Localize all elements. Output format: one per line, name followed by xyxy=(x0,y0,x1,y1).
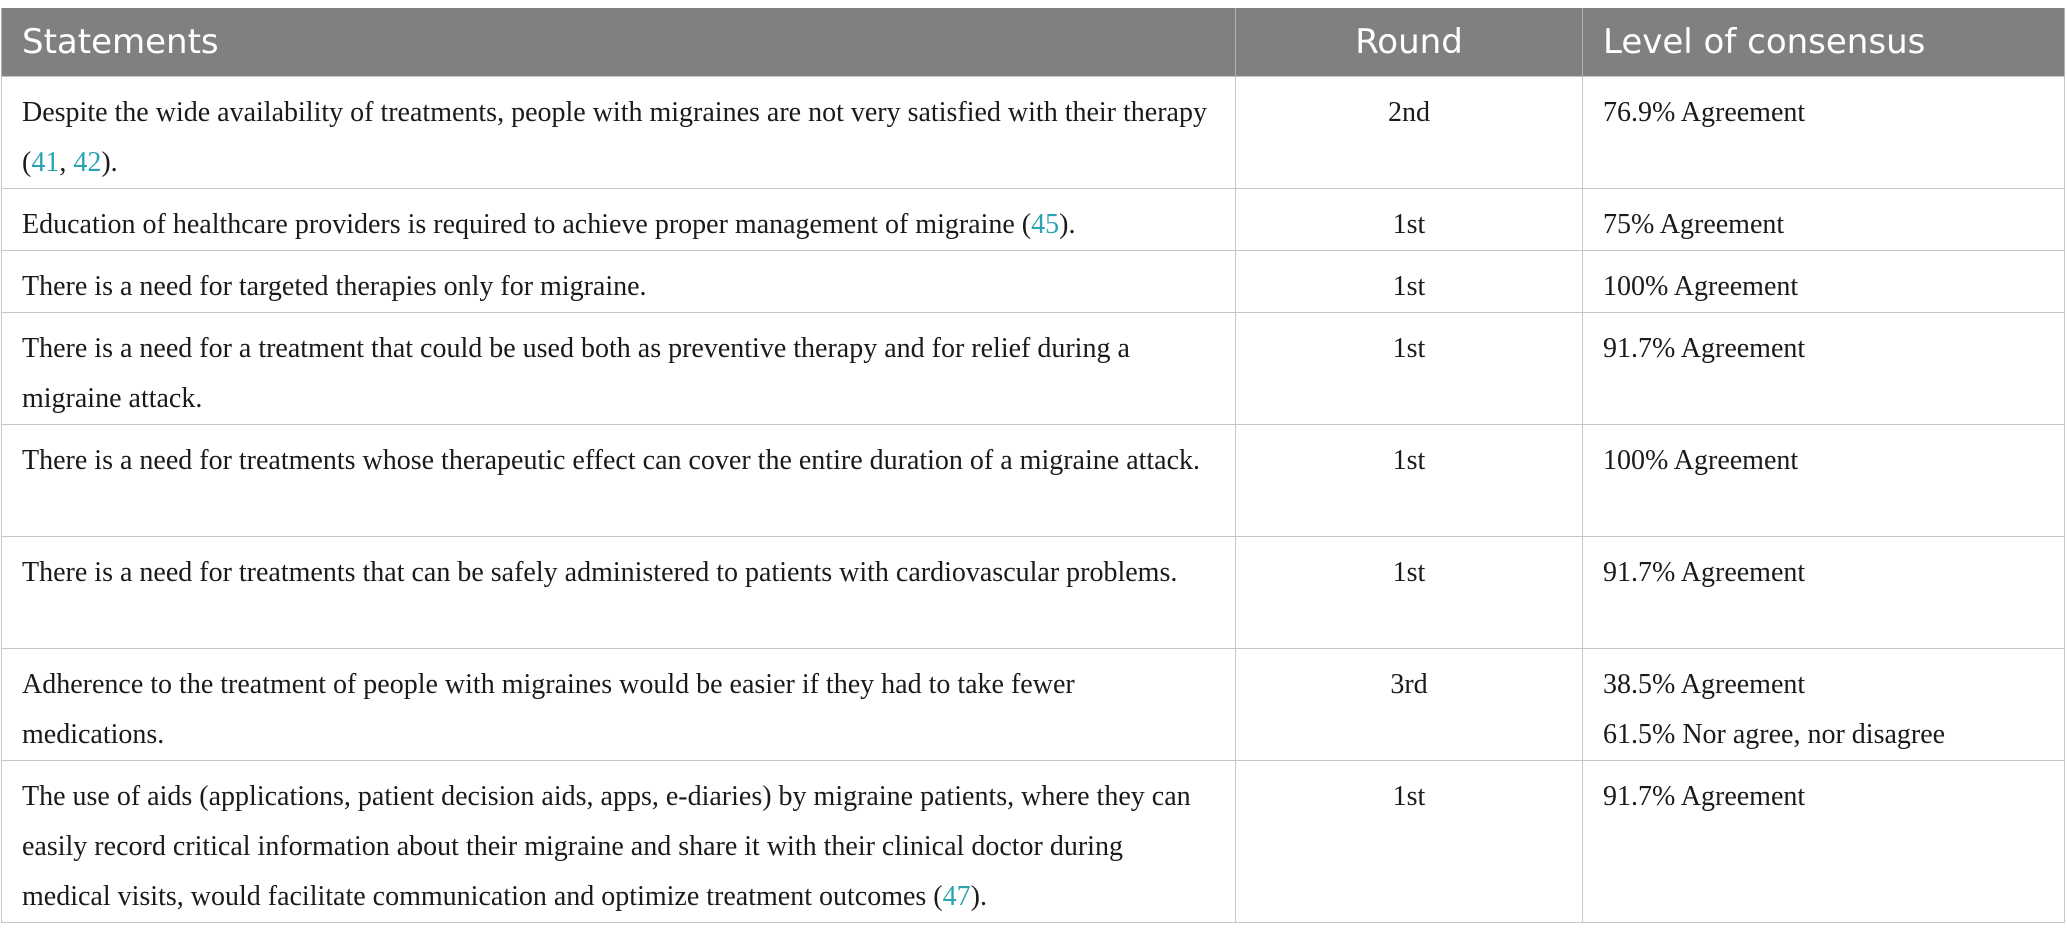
statement-text: The use of aids (applications, patient decision aids, apps, e-diaries) by migraine patients, where they can easily record critical information about their migraine and share it with their clinical doctor during medical visits, would facilitate communication and optimize treatment outcomes ( xyxy=(22,781,1191,912)
consensus-cell xyxy=(1583,189,2065,251)
round-cell: 1st xyxy=(1236,425,1583,537)
consensus-value: 75% Agreement xyxy=(1603,209,1785,240)
reference-link[interactable]: 45 xyxy=(1031,209,1060,240)
statement-text: , xyxy=(59,147,74,178)
statement-text: There is a need for a treatment that could be used both as preventive therapy and for relief during a migraine attack. xyxy=(22,333,1130,414)
statement-text: Adherence to the treatment of people with migraines would be easier if they had to take fewer medications. xyxy=(22,669,1075,750)
statement-text: Despite the wide availability of treatments, people with migraines are not very satisfied with their therapy ( xyxy=(22,97,1207,178)
statement-text: ). xyxy=(970,881,987,912)
table-row xyxy=(2,189,2065,251)
consensus-cell xyxy=(1583,761,2065,923)
round-cell: 1st xyxy=(1236,189,1583,251)
table-row xyxy=(2,313,2065,425)
statement-cell xyxy=(2,313,1236,425)
round-cell: 1st xyxy=(1236,251,1583,313)
reference-link[interactable]: 47 xyxy=(942,881,971,912)
statement-text: There is a need for treatments that can be safely administered to patients with cardiovascular problems. xyxy=(22,557,1178,588)
statement-text: ). xyxy=(1059,209,1076,240)
statement-text: There is a need for treatments whose therapeutic effect can cover the entire duration of a migraine attack. xyxy=(22,445,1201,476)
consensus-value: 100% Agreement xyxy=(1603,445,1799,476)
round-cell: 1st xyxy=(1236,537,1583,649)
round-cell: 3rd xyxy=(1236,649,1583,761)
consensus-value: 91.7% Agreement xyxy=(1603,781,1806,812)
consensus-value: 91.7% Agreement xyxy=(1603,333,1806,364)
table-row xyxy=(2,649,2065,761)
consensus-cell xyxy=(1583,425,2065,537)
table-row xyxy=(2,761,2065,923)
round-cell: 1st xyxy=(1236,761,1583,923)
reference-link[interactable]: 41 xyxy=(31,147,60,178)
table-header-row xyxy=(2,8,2065,77)
statement-text: Education of healthcare providers is required to achieve proper management of migraine ( xyxy=(22,209,1032,240)
table-row xyxy=(2,425,2065,537)
reference-link[interactable]: 42 xyxy=(73,147,102,178)
consensus-value: 91.7% Agreement xyxy=(1603,557,1806,588)
consensus-value: 76.9% Agreement xyxy=(1603,97,1806,128)
consensus-cell xyxy=(1583,77,2065,189)
statement-cell xyxy=(2,649,1236,761)
statement-text: There is a need for targeted therapies only for migraine. xyxy=(22,271,647,302)
statement-cell xyxy=(2,77,1236,189)
statement-cell xyxy=(2,425,1236,537)
consensus-cell xyxy=(1583,251,2065,313)
consensus-cell xyxy=(1583,537,2065,649)
statement-text: ). xyxy=(101,147,118,178)
consensus-value: 38.5% Agreement xyxy=(1603,669,1806,700)
round-cell: 2nd xyxy=(1236,77,1583,189)
consensus-value: 100% Agreement xyxy=(1603,271,1799,302)
statement-cell xyxy=(2,189,1236,251)
table-row xyxy=(2,251,2065,313)
consensus-cell xyxy=(1583,313,2065,425)
table-row xyxy=(2,537,2065,649)
round-cell: 1st xyxy=(1236,313,1583,425)
table-row xyxy=(2,77,2065,189)
statement-cell xyxy=(2,761,1236,923)
consensus-table xyxy=(1,8,2065,923)
header-level-of-consensus: Level of consensus xyxy=(1583,8,2065,77)
header-statements: Statements xyxy=(2,8,1236,77)
statement-cell xyxy=(2,537,1236,649)
header-round: Round xyxy=(1236,8,1583,77)
consensus-cell xyxy=(1583,649,2065,761)
statement-cell xyxy=(2,251,1236,313)
consensus-value: 61.5% Nor agree, nor disagree xyxy=(1603,719,1946,750)
